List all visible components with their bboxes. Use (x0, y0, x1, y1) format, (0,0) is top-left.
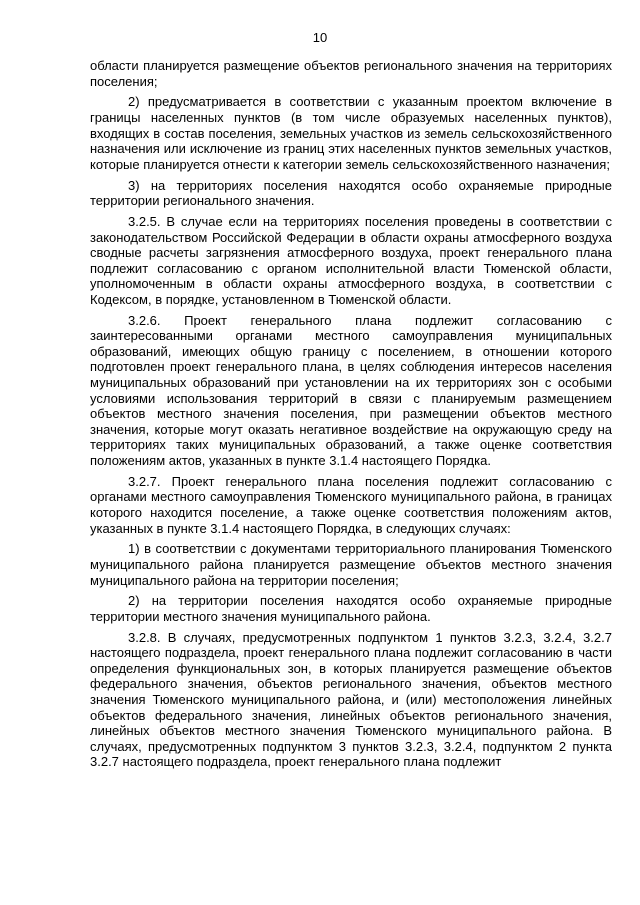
paragraph-3-2-7-item-2: 2) на территории поселения находятся особо охраняемые природные территории местного значения муниципального района. (90, 593, 612, 624)
paragraph-3-2-8: 3.2.8. В случаях, предусмотренных подпунктом 1 пунктов 3.2.3, 3.2.4, 3.2.7 настоящего подраздела, проект генерального плана подлежит согласованию в части определения функциональных зон, в которых планируется размещение объектов федерального значения, объектов регионального значения, объектов местного значения Тюменского муниципального района, и (или) местоположения линейных объектов федерального значения, линейных объектов регионального значения, линейных объектов местного значения Тюменского муниципального района. В случаях, предусмотренных подпунктом 3 пунктов 3.2.3, 3.2.4, подпунктом 2 пункта 3.2.7 настоящего подраздела, проект генерального плана подлежит (90, 629, 612, 770)
paragraph-3-2-6: 3.2.6. Проект генерального плана подлежит согласованию с заинтересованными органами местного самоуправления муниципальных образований, имеющих общую границу с поселением, в отношении которого подготовлен проект генерального плана, в целях соблюдения интересов населения муниципальных образований при установлении на их территориях зон с особыми условиями использования территорий в связи с планируемым размещением объектов местного значения поселения, при размещении объектов местного значения, которые могут оказать негативное воздействие на окружающую среду на территориях таких муниципальных образований, а также оценке соответствия положениям актов, указанных в пункте 3.1.4 настоящего Порядка. (90, 312, 612, 468)
paragraph-3-2-7: 3.2.7. Проект генерального плана поселения подлежит согласованию с органами местного самоуправления Тюменского муниципального района, в границах которого находится поселение, а также оценке соответствия положениям актов, указанных в пункте 3.1.4 настоящего Порядка, в следующих случаях: (90, 473, 612, 536)
paragraph-3-2-7-item-1: 1) в соответствии с документами территориального планирования Тюменского муниципального района планируется размещение объектов местного значения муниципального района на территории поселения; (90, 541, 612, 588)
document-body (90, 58, 612, 775)
paragraph-item-2: 2) предусматривается в соответствии с указанным проектом включение в границы населенных пунктов (в том числе образуемых населенных пунктов), входящих в состав поселения, земельных участков из земель сельскохозяйственного назначения или исключение из границ этих населенных пунктов земельных участков, которые планируется отнести к категории земель сельскохозяйственного назначения; (90, 94, 612, 172)
page-number: 10 (312, 30, 328, 45)
paragraph-item-3: 3) на территориях поселения находятся особо охраняемые природные территории регионального значения. (90, 177, 612, 209)
paragraph-3-2-5: 3.2.5. В случае если на территориях поселения проведены в соответствии с законодательством Российской Федерации в области охраны атмосферного воздуха сводные расчеты загрязнения атмосферного воздуха, проект генерального плана подлежит согласованию с органом исполнительной власти Тюменской области, уполномоченным в области охраны атмосферного воздуха, в соответствии с Кодексом, в порядке, установленном в Тюменской области. (90, 213, 612, 307)
paragraph-continuation: области планируется размещение объектов регионального значения на территориях поселения; (90, 58, 612, 89)
